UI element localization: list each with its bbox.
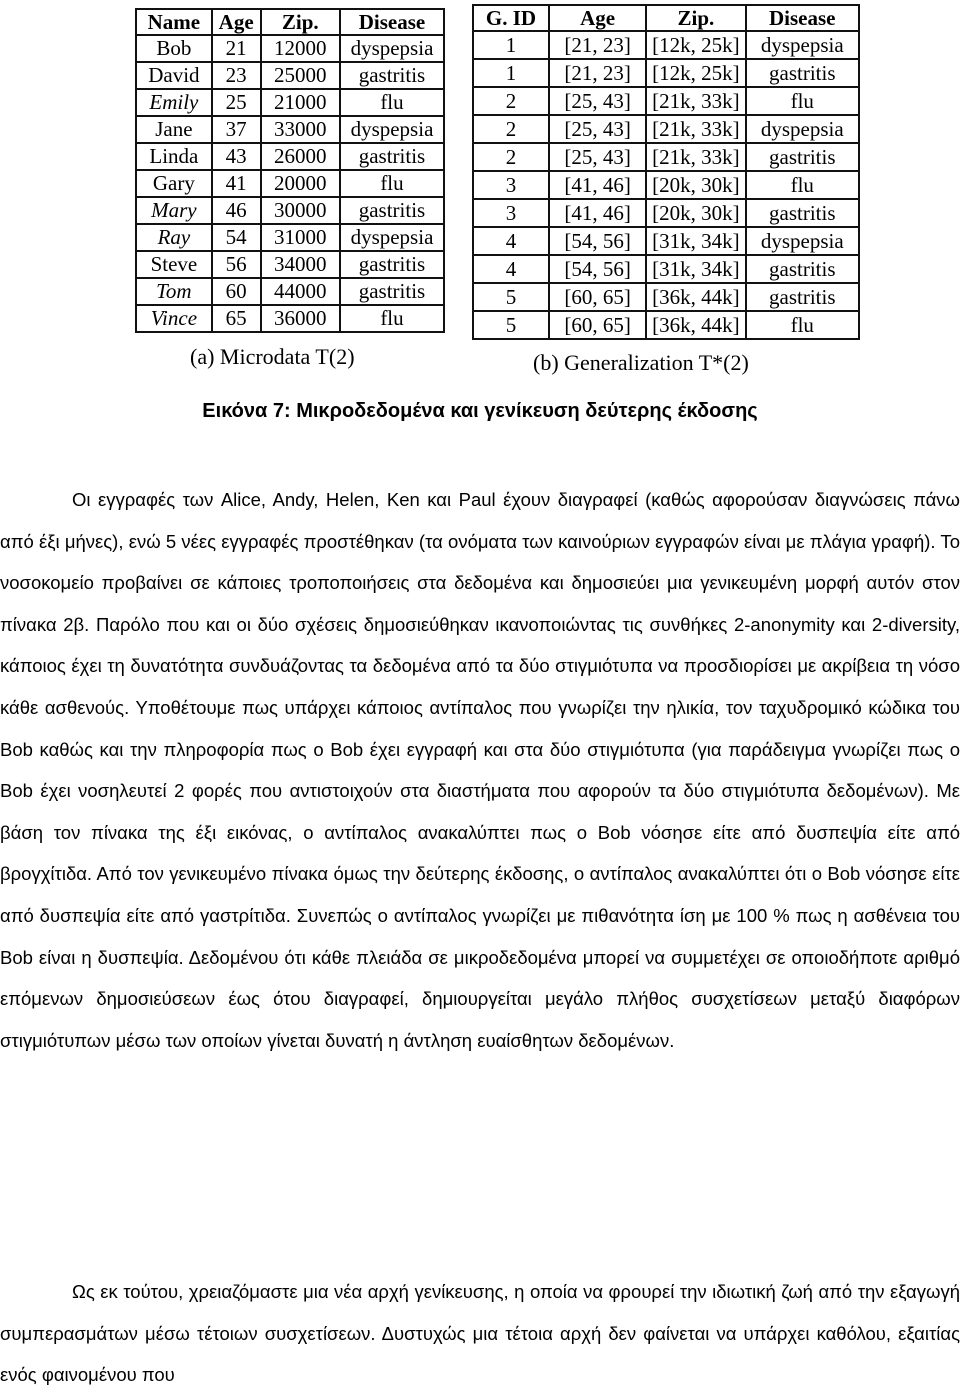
cell-age: [25, 43]	[549, 143, 646, 171]
cell-age: 25	[212, 89, 261, 116]
column-header-age: Age	[212, 9, 261, 35]
column-header-name: Name	[136, 9, 212, 35]
cell-name: David	[136, 62, 212, 89]
cell-disease: gastritis	[340, 62, 444, 89]
column-header-disease: Disease	[340, 9, 444, 35]
column-header-zip: Zip.	[646, 5, 745, 31]
cell-age: [41, 46]	[549, 171, 646, 199]
cell-age: [21, 23]	[549, 59, 646, 87]
cell-zip: [12k, 25k]	[646, 59, 745, 87]
cell-zip: 20000	[261, 170, 340, 197]
cell-age: 41	[212, 170, 261, 197]
cell-name: Steve	[136, 251, 212, 278]
cell-disease: gastritis	[746, 199, 860, 227]
cell-name: Vince	[136, 305, 212, 332]
table-row	[136, 62, 444, 89]
cell-disease: gastritis	[746, 143, 860, 171]
cell-disease: gastritis	[340, 278, 444, 305]
cell-age: [21, 23]	[549, 31, 646, 59]
cell-age: 56	[212, 251, 261, 278]
table-row	[136, 170, 444, 197]
cell-zip: 26000	[261, 143, 340, 170]
cell-disease: gastritis	[340, 143, 444, 170]
table-row	[473, 87, 859, 115]
cell-age: [60, 65]	[549, 283, 646, 311]
table-header-row	[136, 9, 444, 35]
cell-zip: [21k, 33k]	[646, 87, 745, 115]
table-row	[136, 278, 444, 305]
cell-disease: gastritis	[746, 283, 860, 311]
column-header-zip: Zip.	[261, 9, 340, 35]
cell-zip: 21000	[261, 89, 340, 116]
body-paragraph: Οι εγγραφές των Alice, Andy, Helen, Ken και Paul έχουν διαγραφεί (καθώς αφορούσαν διαγνώσεις πάνω από έξι μήνες), ενώ 5 νέες εγγραφές προστέθηκαν (τα ονόματα των καινούριων εγγραφών είναι με πλάγια γραφή). Το νοσοκομείο προβαίνει σε κάποιες τροποποιήσεις στα δεδομένα και δημοσιεύει μια γενικευμένη μορφή αυτόν στον πίνακα 2β. Παρόλο που και οι δύο σχέσεις δημοσιεύθηκαν ικανοποιώντας τις συνθήκες 2-anonymity και 2-diversity, κάποιος έχει τη δυνατότητα συνδυάζοντας τα δεδομένα από τα δύο στιγμιότυπα να προσδιορίσει με ακρίβεια τη νόσο κάθε ασθενούς. Υποθέτουμε πως υπάρχει κάποιος αντίπαλος που γνωρίζει την ηλικία, τον ταχυδρομικό κώδικα του Bob καθώς και την πληροφορία πως ο Bob έχει εγγραφή και στα δύο στιγμιότυπα (για παράδειγμα γνωρίζει πως ο Bob έχει νοσηλευτεί 2 φορές που αντιστοιχούν στα διαστήματα που αφορούν τα δύο στιγμιότυπα δεδομένων). Με βάση τον πίνακα της έξι εικόνας, ο αντίπαλος ανακαλύπτει πως ο Bob νόσησε είτε από δυσπεψία είτε από βρογχίτιδα. Από τον γενικευμένο πίνακα όμως την δεύτερης έκδοσης, ο αντίπαλος ανακαλύπτει ότι ο Bob νόσησε είτε από δυσπεψία είτε από γαστρίτιδα. Συνεπώς ο αντίπαλος γνωρίζει με πιθανότητα ίση με 100 % πως η ασθένεια του Bob είναι η δυσπεψία. Δεδομένου ότι κάθε πλειάδα σε μικροδεδομένα μπορεί να συμμετέχει σε οποιοδήποτε αριθμό επόμενων δημοσιεύσεων έως ότου διαγραφεί, δημιουργείται μεγάλο πλήθος συσχετίσεων μεταξύ διαφόρων στιγμιότυπων μέσω των οποίων γίνεται δυνατή η άντληση ευαίσθητων δεδομένων.	[0, 489, 960, 1051]
cell-group-id: 2	[473, 143, 549, 171]
cell-disease: dyspepsia	[340, 35, 444, 62]
table-row	[473, 143, 859, 171]
cell-disease: dyspepsia	[746, 31, 860, 59]
cell-disease: gastritis	[746, 59, 860, 87]
cell-age: 37	[212, 116, 261, 143]
column-header-disease: Disease	[746, 5, 860, 31]
table-row	[136, 116, 444, 143]
cell-zip: 34000	[261, 251, 340, 278]
table-row	[136, 251, 444, 278]
cell-age: 21	[212, 35, 261, 62]
cell-name: Jane	[136, 116, 212, 143]
cell-name: Linda	[136, 143, 212, 170]
cell-group-id: 3	[473, 199, 549, 227]
cell-age: 65	[212, 305, 261, 332]
cell-group-id: 1	[473, 59, 549, 87]
cell-name: Emily	[136, 89, 212, 116]
cell-group-id: 4	[473, 227, 549, 255]
cell-zip: 25000	[261, 62, 340, 89]
cell-zip: [36k, 44k]	[646, 283, 745, 311]
table-header-row	[473, 5, 859, 31]
body-paragraph: Ως εκ τούτου, χρειαζόμαστε μια νέα αρχή γενίκευσης, η οποία να φρουρεί την ιδιωτική ζωή από την εξαγωγή συμπερασμάτων μέσω τέτοιων συσχετίσεων. Δυστυχώς μια τέτοια αρχή δεν φαίνεται να υπάρχει καθόλου, εξαιτίας ενός φαινομένου που	[0, 1281, 960, 1386]
caption-text-a: (a) Microdata T(2)	[190, 344, 355, 369]
cell-age: [54, 56]	[549, 255, 646, 283]
table-row	[473, 171, 859, 199]
cell-zip: [31k, 34k]	[646, 255, 745, 283]
cell-name: Tom	[136, 278, 212, 305]
table-row	[473, 311, 859, 339]
cell-name: Bob	[136, 35, 212, 62]
microdata-table	[135, 8, 445, 333]
cell-disease: dyspepsia	[746, 227, 860, 255]
cell-age: 46	[212, 197, 261, 224]
cell-zip: 33000	[261, 116, 340, 143]
cell-group-id: 5	[473, 311, 549, 339]
cell-name: Ray	[136, 224, 212, 251]
cell-group-id: 2	[473, 115, 549, 143]
cell-zip: 44000	[261, 278, 340, 305]
cell-zip: [21k, 33k]	[646, 115, 745, 143]
cell-name: Gary	[136, 170, 212, 197]
cell-disease: flu	[340, 89, 444, 116]
cell-zip: 36000	[261, 305, 340, 332]
cell-disease: flu	[746, 171, 860, 199]
generalization-table	[472, 4, 860, 340]
cell-age: 23	[212, 62, 261, 89]
table-row	[473, 115, 859, 143]
column-header-gid: G. ID	[473, 5, 549, 31]
cell-zip: [31k, 34k]	[646, 227, 745, 255]
cell-name: Mary	[136, 197, 212, 224]
cell-age: [25, 43]	[549, 87, 646, 115]
cell-disease: dyspepsia	[340, 116, 444, 143]
table-row	[136, 197, 444, 224]
cell-age: 43	[212, 143, 261, 170]
cell-zip: [36k, 44k]	[646, 311, 745, 339]
cell-zip: [12k, 25k]	[646, 31, 745, 59]
cell-disease: gastritis	[746, 255, 860, 283]
cell-zip: 12000	[261, 35, 340, 62]
column-header-age: Age	[549, 5, 646, 31]
cell-disease: flu	[746, 87, 860, 115]
cell-age: [25, 43]	[549, 115, 646, 143]
cell-zip: [20k, 30k]	[646, 199, 745, 227]
figure-caption: Εικόνα 7: Μικροδεδομένα και γενίκευση δεύτερης έκδοσης	[202, 400, 758, 422]
cell-zip: [20k, 30k]	[646, 171, 745, 199]
cell-zip: 30000	[261, 197, 340, 224]
table-row	[136, 35, 444, 62]
cell-group-id: 1	[473, 31, 549, 59]
cell-age: [41, 46]	[549, 199, 646, 227]
table-row	[473, 59, 859, 87]
cell-disease: flu	[340, 305, 444, 332]
table-row	[136, 89, 444, 116]
cell-group-id: 3	[473, 171, 549, 199]
cell-zip: 31000	[261, 224, 340, 251]
cell-disease: dyspepsia	[746, 115, 860, 143]
cell-disease: gastritis	[340, 251, 444, 278]
cell-group-id: 4	[473, 255, 549, 283]
table-row	[473, 227, 859, 255]
caption-text-b: (b) Generalization T*(2)	[533, 350, 749, 375]
cell-disease: flu	[746, 311, 860, 339]
generalization-table-caption	[533, 350, 749, 376]
cell-disease: flu	[340, 170, 444, 197]
cell-disease: dyspepsia	[340, 224, 444, 251]
table-row	[473, 255, 859, 283]
table-row	[136, 143, 444, 170]
table-row	[473, 283, 859, 311]
table-row	[136, 224, 444, 251]
cell-group-id: 5	[473, 283, 549, 311]
cell-age: 54	[212, 224, 261, 251]
cell-age: 60	[212, 278, 261, 305]
microdata-table-caption	[190, 344, 355, 370]
table-row	[473, 31, 859, 59]
table-row	[473, 199, 859, 227]
cell-zip: [21k, 33k]	[646, 143, 745, 171]
table-row	[136, 305, 444, 332]
cell-age: [54, 56]	[549, 227, 646, 255]
cell-group-id: 2	[473, 87, 549, 115]
cell-disease: gastritis	[340, 197, 444, 224]
cell-age: [60, 65]	[549, 311, 646, 339]
